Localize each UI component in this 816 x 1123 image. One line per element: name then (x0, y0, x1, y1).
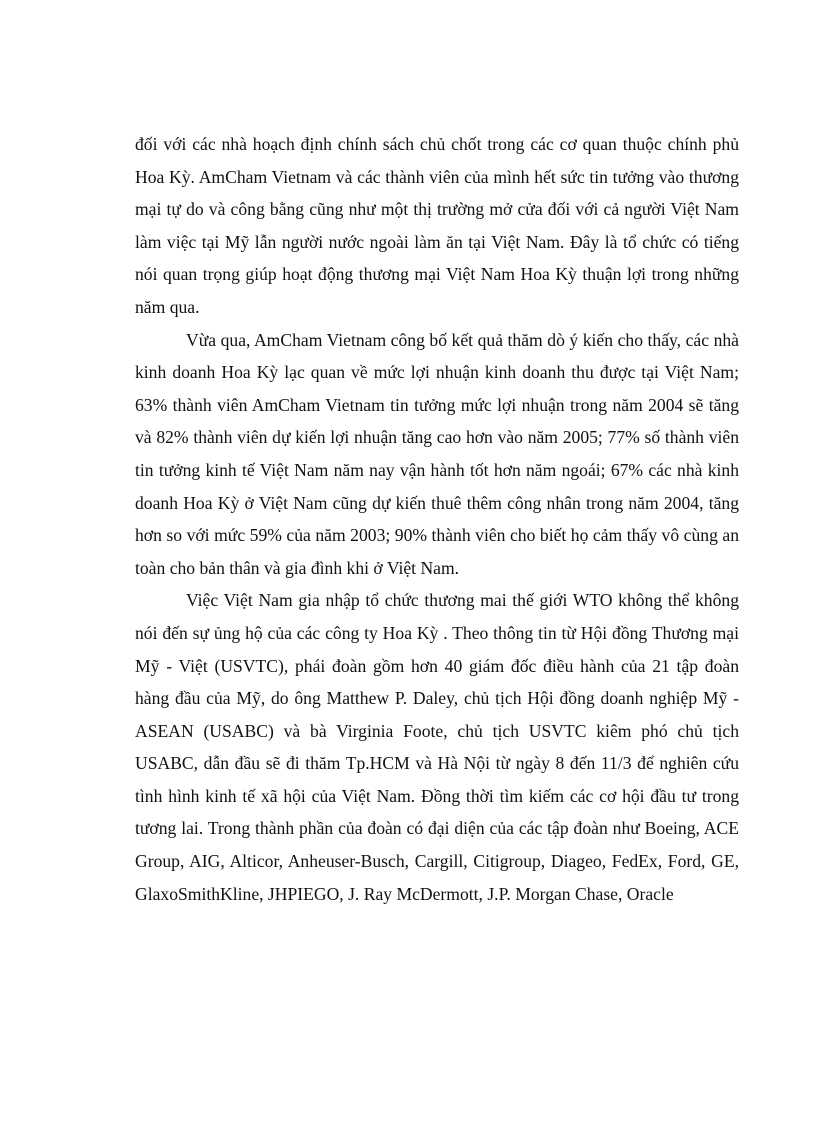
paragraph-continuation: đối với các nhà hoạch định chính sách chủ chốt trong các cơ quan thuộc chính phủ Hoa Kỳ. AmCham Vietnam và các thành viên của mình hết sức tin tưởng vào thương mại tự do và công bằng cũng như một thị trường mở cửa đối với cả người Việt Nam làm việc tại Mỹ lẫn người nước ngoài làm ăn tại Việt Nam. Đây là tổ chức có tiếng nói quan trọng giúp hoạt động thương mại Việt Nam Hoa Kỳ thuận lợi trong những năm qua. (135, 134, 739, 317)
document-body (135, 128, 739, 910)
paragraph-wto-delegation: Việc Việt Nam gia nhập tổ chức thương mai thế giới WTO không thể không nói đến sự ủng hộ của các công ty Hoa Kỳ . Theo thông tin từ Hội đồng Thương mại Mỹ - Việt (USVTC), phái đoàn gồm hơn 40 giám đốc điều hành của 21 tập đoàn hàng đầu của Mỹ, do ông Matthew P. Daley, chủ tịch Hội đồng doanh nghiệp Mỹ - ASEAN (USABC) và bà Virginia Foote, chủ tịch USVTC kiêm phó chủ tịch USABC, dẫn đầu sẽ đi thăm Tp.HCM và Hà Nội từ ngày 8 đến 11/3 để nghiên cứu tình hình kinh tế xã hội của Việt Nam. Đồng thời tìm kiếm các cơ hội đầu tư trong tương lai. Trong thành phần của đoàn có đại diện của các tập đoàn như Boeing, ACE Group, AIG, Alticor, Anheuser-Busch, Cargill, Citigroup, Diageo, FedEx, Ford, GE, GlaxoSmithKline, JHPIEGO, J. Ray McDermott, J.P. Morgan Chase, Oracle (135, 590, 739, 904)
paragraph-amcham-survey: Vừa qua, AmCham Vietnam công bố kết quả thăm dò ý kiến cho thấy, các nhà kinh doanh Hoa Kỳ lạc quan về mức lợi nhuận kinh doanh thu được tại Việt Nam; 63% thành viên AmCham Vietnam tin tưởng mức lợi nhuận trong năm 2004 sẽ tăng và 82% thành viên dự kiến lợi nhuận tăng cao hơn vào năm 2005; 77% số thành viên tin tưởng kinh tế Việt Nam năm nay vận hành tốt hơn năm ngoái; 67% các nhà kinh doanh Hoa Kỳ ở Việt Nam cũng dự kiến thuê thêm công nhân trong năm 2004, tăng hơn so với mức 59% của năm 2003; 90% thành viên cho biết họ cảm thấy vô cùng an toàn cho bản thân và gia đình khi ở Việt Nam. (135, 329, 739, 578)
